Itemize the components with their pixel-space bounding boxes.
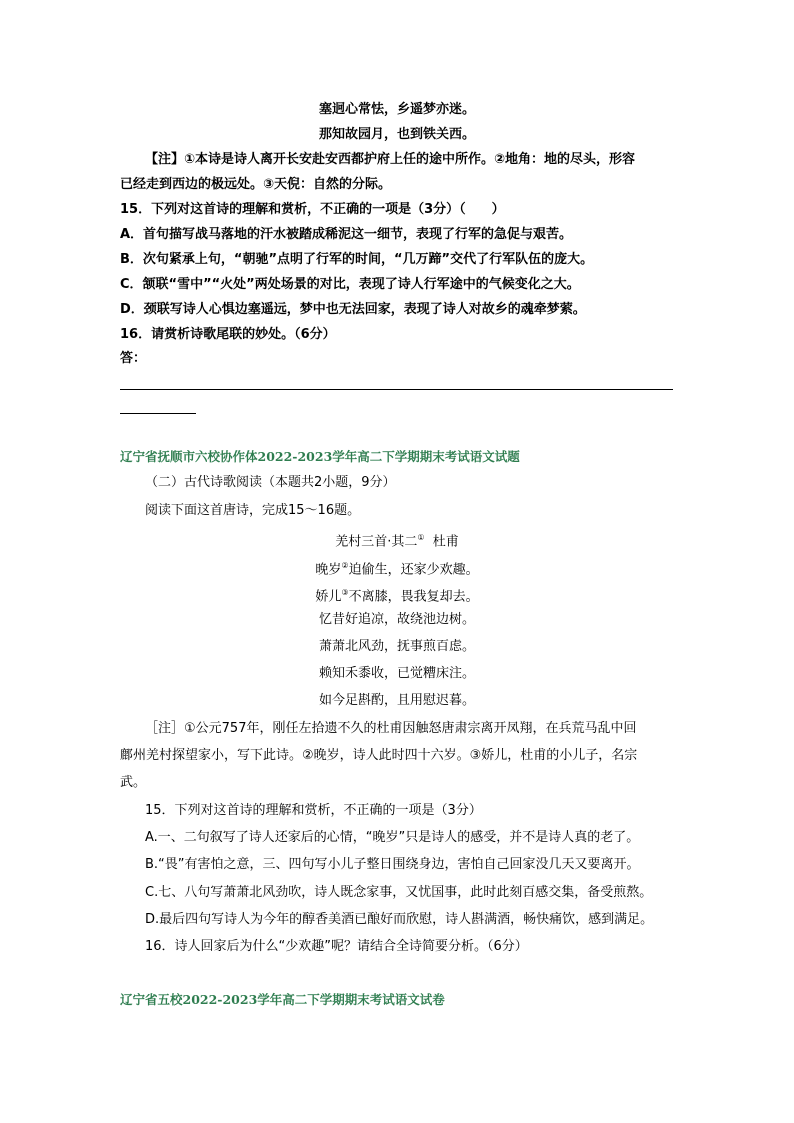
option-d: D.最后四句写诗人为今年的醇香美酒已酿好而欣慰，诗人斟满酒，畅快痛饮，感到满足。 [145,912,654,927]
note-text: ［注］①公元757年，刚任左拾遗不久的杜甫因触怒唐肃宗离开凤翔，在兵荒马乱中回 [145,721,637,736]
poem-line: 萧萧北风劲，抚事煎百虑。 [318,639,475,654]
poem-title-line [0,530,794,550]
option-b: B．次句紧承上句，“朝驰”点明了行军的时间，“几万蹄”交代了行军队伍的庞大。 [120,252,594,267]
question-15: 15．下列对这首诗的理解和赏析，不正确的一项是（3分） [145,803,482,818]
poem-line: 赖知禾黍收，已觉糟床注。 [318,666,475,681]
note-text: 鄜州羌村探望家小，写下此诗。②晚岁，诗人此时四十六岁。③娇儿，杜甫的小儿子，名宗 [120,748,638,763]
poem-line: 娇儿③不离膝，畏我复却去。 [315,588,479,605]
option-c: C．颔联“雪中”“火处”两处场景的对比，表现了诗人行军途中的气候变化之大。 [120,277,580,292]
note-text: 已经走到西边的极远处。③天倪：自然的分际。 [120,177,392,192]
question-16: 16．请赏析诗歌尾联的妙处。（6分） [120,327,336,342]
option-c: C.七、八句写萧萧北风劲吹，诗人既念家事，又忧国事，此时此刻百感交集，备受煎熬。 [145,885,653,900]
source-title: 辽宁省抚顺市六校协作体2022-2023学年高二下学期期末考试语文试题 [120,449,520,464]
answer-line [120,413,196,414]
answer-line [120,389,673,390]
poem-title: 羌村三首·其二 [335,534,418,550]
answer-label: 答： [120,351,147,366]
question-15: 15．下列对这首诗的理解和赏析，不正确的一项是（3分）（ ） [120,202,505,217]
question-16: 16．诗人回家后为什么“少欢趣”呢？请结合全诗简要分析。（6分） [145,939,528,954]
option-d: D．颈联写诗人心惧边塞遥远，梦中也无法回家，表现了诗人对故乡的魂牵梦萦。 [120,302,586,317]
poem-line: 忆昔好追凉，故绕池边树。 [318,612,475,627]
poem-line: 晚岁②迫偷生，还家少欢趣。 [315,561,479,578]
section-subhead: （二）古代诗歌阅读（本题共2小题，9分） [145,475,396,490]
footnote-mark: ① [417,533,425,542]
option-b: B.“畏”有害怕之意，三、四句写小儿子整日围绕身边，害怕自己回家没几天又要离开。 [145,857,640,872]
poem-line: 那知故园月，也到铁关西。 [318,127,475,142]
instruction-text: 阅读下面这首唐诗，完成15～16题。 [145,503,361,518]
note-text: 【注】①本诗是诗人离开长安赴安西都护府上任的途中所作。②地角：地的尽头，形容 [145,152,636,167]
source-title: 辽宁省五校2022-2023学年高二下学期期末考试语文试卷 [120,992,445,1007]
poem-line: 如今足斟酌，且用慰迟暮。 [318,693,475,708]
option-a: A.一、二句叙写了诗人还家后的心情，“晚岁”只是诗人的感受，并不是诗人真的老了。 [145,830,640,845]
poem-line: 塞迥心常怯，乡遥梦亦迷。 [318,102,475,117]
note-text: 武。 [120,775,147,790]
poem-author: 杜甫 [432,534,459,550]
option-a: A．首句描写战马落地的汗水被踏成稀泥这一细节，表现了行军的急促与艰苦。 [120,227,573,242]
